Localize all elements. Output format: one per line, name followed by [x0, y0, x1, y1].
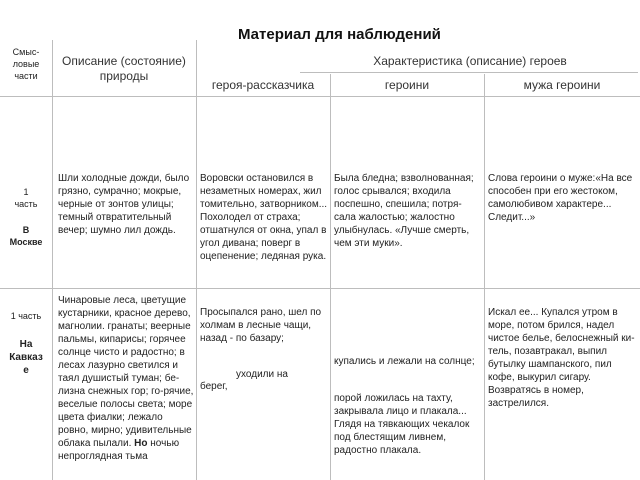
- header-nature: Описание (состояние) природы: [62, 54, 186, 83]
- header-husband: мужа героини: [523, 78, 601, 92]
- divider-col2: [196, 40, 197, 480]
- header-narrator: героя-рассказчика: [211, 78, 315, 92]
- header-semantic-parts: Смыс- ловые части: [12, 47, 40, 81]
- divider-between-rows: [0, 288, 640, 289]
- row2-narrator-1: Просыпался рано, шел по холмам в лесные чащи, назад - по базару;: [200, 307, 322, 344]
- row2-nature-bold: Но: [134, 438, 148, 449]
- row2-heroine-2: порой ложилась на тахту, закрывала лицо и плакала... Глядя на тявкающих чекалок под блестящим ливнем, радостно плакала.: [334, 393, 470, 456]
- row2-husband: Искал ее... Купался утром в море, потом брился, надел чистое белье, белоснежный ки-тель, позавтракал, выпил бутылку шампанского, пил кофе, выкурил сигару. Возвратясь в номер, застрелился.: [488, 307, 635, 409]
- row2-nature-tail: ночью непроглядная тьма: [58, 438, 180, 462]
- row2-nature: [58, 294, 194, 463]
- row2-narrator-2: уходили на: [236, 369, 288, 380]
- row1-part: 1 часть: [14, 187, 38, 209]
- row2-heroine-1: купались и лежали на солнце;: [334, 356, 475, 367]
- divider-col1: [52, 40, 53, 480]
- header-hero-characteristics: Характеристика (описание) героев: [373, 54, 567, 68]
- row2-nature-text: Чинаровые леса, цветущие кустарники, красное дерево, магнолии. гранаты; веерные пальмы, кипарисы; горячее солнце чисто и радостно; в лесах лазурно светился и таял душистый туман; бе-лизна снежных гор; го-рячие, веселые полосы света; море цвета фиалки; лежало ровно, мирно; удивительные облака пылали.: [58, 295, 194, 449]
- row2-place: На Кавказ е: [9, 339, 43, 376]
- header-heroine: героини: [384, 78, 430, 92]
- divider-under-subheaders: [0, 96, 640, 97]
- row2-narrator-3: берег,: [200, 381, 228, 392]
- row1-place: В Москве: [9, 225, 43, 247]
- row1-husband: Слова героини о муже:«На все способен при его жестоком, самолюбивом характере... Следит...»: [488, 173, 633, 223]
- divider-col3: [330, 74, 331, 480]
- row1-nature: Шли холодные дожди, было грязно, сумрачно; мокрые, черные от зонтов улицы; темный отвратительный вечер; шумно лил дождь.: [58, 173, 190, 236]
- divider-under-header-group: [300, 72, 638, 73]
- row1-heroine: Была бледна; взволнованная; голос срывался; входила поспешно, спешила; потря-сала жалостью; жалостно улыбнулась. «Лучше смерть, чем эти муки».: [334, 173, 474, 249]
- row1-narrator: Воровски остановился в незаметных номерах, жил томительно, затворником... Похолодел от страха; отшатнулся от окна, упал в угол дивана; поверг в оцепенение; ледяная рука.: [200, 173, 328, 262]
- row2-part: 1 часть: [10, 311, 42, 321]
- page-title: Материал для наблюдений: [238, 26, 441, 43]
- divider-col4: [484, 74, 485, 480]
